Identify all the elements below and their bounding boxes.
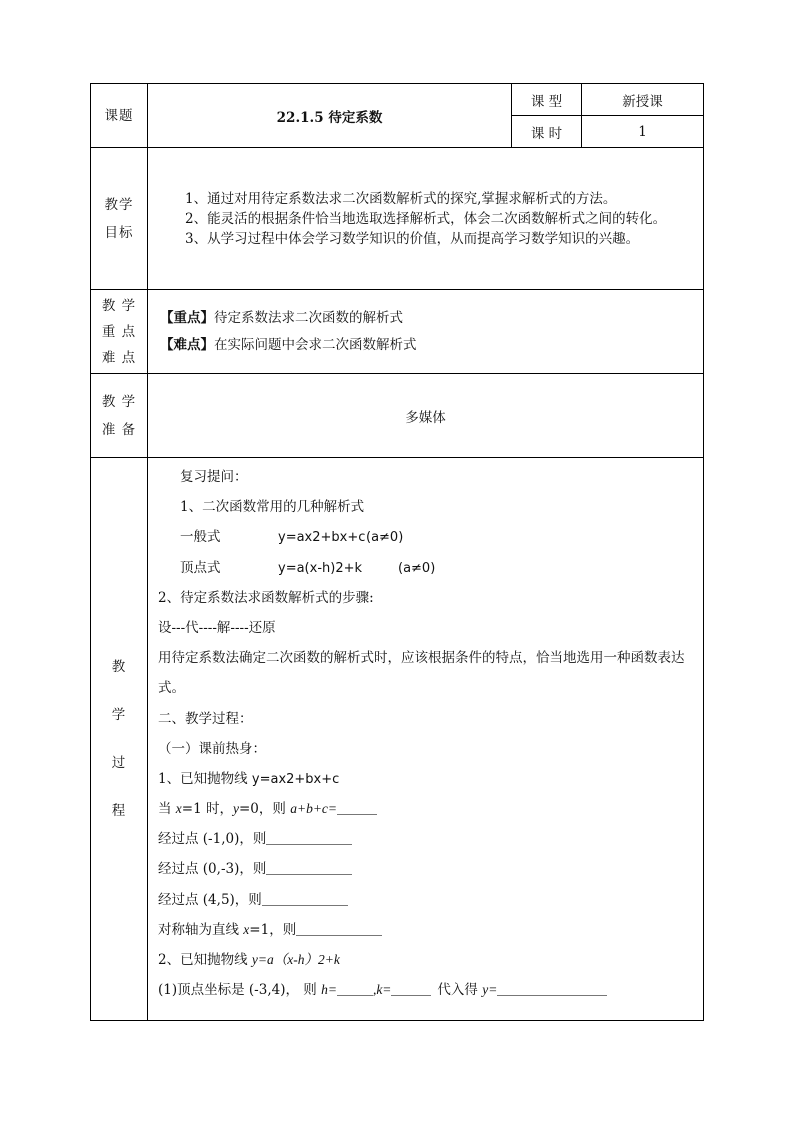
warmup-q2-a — [158, 975, 697, 1005]
header-row-1 — [91, 84, 704, 116]
warmup-q2-a-text: (1)顶点坐标是 (-3,4)， 则 — [158, 982, 322, 999]
preparation-label-line: 教 学 — [101, 393, 137, 410]
key-points-label-line: 教 学 — [101, 297, 137, 314]
review-question-2: 2、待定系数法求函数解析式的步骤: — [158, 589, 374, 606]
answer-blank[interactable] — [266, 860, 352, 875]
method-steps: 设---代----解----还原 — [158, 619, 276, 636]
warmup-q1-b-text: 经过点 (-1,0)，则 — [158, 831, 267, 848]
warmup-q1-d-text: 经过点 (4,5)，则 — [158, 891, 262, 908]
goal-item: 1、通过对用待定系数法求二次函数解析式的探究,掌握求解析式的方法。 — [185, 190, 617, 207]
difficulty-tag: 【难点】 — [160, 336, 214, 353]
topic-value: 22.1.5 待定系数 — [148, 84, 512, 148]
process-label-char: 程 — [111, 803, 127, 819]
class-type-value: 新授课 — [582, 84, 704, 116]
topic-label: 课题 — [91, 84, 148, 148]
class-hours-label: 课 时 — [512, 116, 582, 148]
method-note: 用待定系数法确定二次函数的解析式时，应该根据条件的特点，恰当地选用一种函数表达式。 — [158, 650, 685, 697]
process-label — [91, 458, 148, 1021]
class-hours-value: 1 — [582, 116, 704, 148]
focus-line — [160, 305, 703, 332]
process-label-char: 学 — [111, 707, 127, 723]
var-y: y — [233, 801, 239, 817]
goals-label-line-2: 目标 — [104, 224, 134, 241]
focus-tag: 【重点】 — [160, 309, 214, 326]
general-form-formula: y=ax2+bx+c — [278, 530, 366, 546]
difficulty-text: 在实际问题中会求二次函数解析式 — [214, 336, 417, 353]
warmup-q1-e-text: =1，则 — [249, 921, 297, 938]
general-form-line — [158, 522, 697, 552]
answer-blank[interactable] — [266, 830, 352, 845]
var-x: x — [243, 921, 250, 937]
warmup-q2-text: 2、已知抛物线 — [158, 952, 252, 969]
warmup-q2 — [158, 945, 697, 975]
warmup-q1-a-text: 当 — [158, 801, 176, 818]
warmup-q1-e — [158, 915, 697, 945]
warmup-q1 — [158, 764, 697, 794]
focus-text: 待定系数法求二次函数的解析式 — [214, 309, 403, 326]
vertex-form-formula: y=a(x-h)2+k — [278, 560, 363, 576]
key-points-label-line: 重 点 — [101, 323, 137, 340]
var-h: h= — [321, 982, 337, 998]
process-label-char: 教 — [111, 659, 127, 675]
var-x: x — [175, 801, 182, 817]
goal-item: 2、能灵活的根据条件恰当地选取选择解析式，体会二次函数解析式之间的转化。 — [185, 210, 667, 227]
answer-blank[interactable] — [262, 891, 348, 906]
process-row — [91, 458, 704, 1021]
warmup-q1-a — [158, 794, 697, 824]
process-content — [148, 458, 704, 1021]
class-type-label: 课 型 — [512, 84, 582, 116]
key-points-row — [91, 290, 704, 374]
warmup-q1-e-text: 对称轴为直线 — [158, 921, 244, 938]
key-points-label — [91, 290, 148, 374]
warmup-q1-a-text: =1 时， — [181, 801, 233, 818]
key-points-label-line: 难 点 — [101, 349, 137, 366]
answer-blank[interactable] — [296, 921, 382, 936]
warmup-q1-b — [158, 824, 697, 854]
preparation-label — [91, 374, 148, 458]
vertex-form-condition: (a≠0) — [398, 560, 436, 576]
goals-row — [91, 148, 704, 290]
section-2-title: 二、教学过程： — [158, 710, 253, 727]
preparation-label-line: 准 备 — [101, 421, 137, 438]
vertex-form-line — [158, 553, 697, 583]
goals-label — [91, 148, 148, 290]
warmup-q1-a-expr: a+b+c= — [290, 801, 338, 817]
warmup-q2-a-text: 代入得 — [437, 982, 483, 999]
review-question-1: 1、二次函数常用的几种解析式 — [180, 499, 365, 516]
warmup-q1-formula: y=ax2+bx+c — [251, 771, 340, 787]
warmup-q1-c-text: 经过点 (0,-3)，则 — [158, 861, 267, 878]
warmup-q1-text: 1、已知抛物线 — [158, 770, 252, 787]
goals-content — [148, 148, 704, 290]
key-points-content — [148, 290, 704, 374]
goal-item: 3、从学习过程中体会学习数学知识的价值，从而提高学习数学知识的兴趣。 — [185, 230, 640, 247]
warmup-q1-d — [158, 885, 697, 915]
process-label-char: 过 — [111, 755, 127, 771]
answer-blank[interactable] — [337, 800, 377, 815]
vertex-form-label: 顶点式 — [180, 559, 221, 576]
warmup-title: （一）课前热身： — [158, 740, 266, 757]
general-form-condition: (a≠0) — [366, 530, 404, 546]
warmup-q2-formula: y=a（x-h）2+k — [251, 952, 340, 968]
review-title: 复习提问： — [180, 469, 248, 485]
answer-blank[interactable] — [497, 981, 607, 996]
lesson-plan-table — [90, 83, 704, 1021]
goals-label-line-1: 教学 — [104, 196, 134, 213]
warmup-q1-c — [158, 854, 697, 884]
var-k: ,k= — [372, 982, 392, 998]
warmup-q1-a-text: =0，则 — [239, 801, 291, 818]
answer-blank[interactable] — [337, 981, 373, 996]
preparation-value: 多媒体 — [148, 374, 704, 458]
var-y: y= — [482, 982, 498, 998]
general-form-label: 一般式 — [180, 529, 221, 546]
preparation-row — [91, 374, 704, 458]
answer-blank[interactable] — [391, 981, 431, 996]
difficulty-line — [160, 332, 703, 359]
